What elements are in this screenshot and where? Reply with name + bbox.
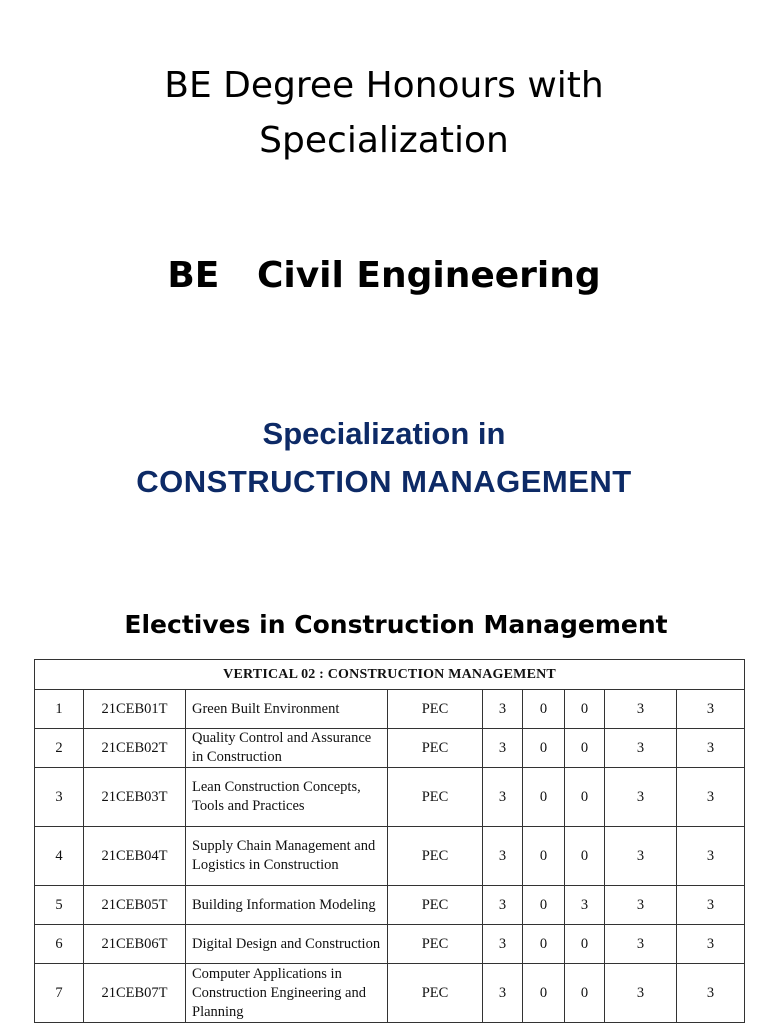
- tutorial-hours-cell: 0: [523, 925, 565, 964]
- contact-hours-cell: 3: [605, 886, 677, 925]
- serial-number-cell: 7: [35, 964, 84, 1023]
- course-title-cell: Green Built Environment: [186, 690, 388, 729]
- serial-number-cell: 2: [35, 729, 84, 768]
- lecture-hours-cell: 3: [483, 729, 523, 768]
- tutorial-hours-cell: 0: [523, 729, 565, 768]
- serial-number-cell: 5: [35, 886, 84, 925]
- lecture-hours-cell: 3: [483, 690, 523, 729]
- category-cell: PEC: [388, 768, 483, 827]
- credits-cell: 3: [677, 964, 745, 1023]
- title-line-2: Specialization: [259, 120, 509, 161]
- page-title: [0, 58, 768, 168]
- category-cell: PEC: [388, 964, 483, 1023]
- course-code-cell: 21CEB07T: [84, 964, 186, 1023]
- table-row: [35, 925, 745, 964]
- tutorial-hours-cell: 0: [523, 768, 565, 827]
- category-cell: PEC: [388, 925, 483, 964]
- table-row: [35, 827, 745, 886]
- serial-number-cell: 4: [35, 827, 84, 886]
- practical-hours-cell: 0: [565, 925, 605, 964]
- category-cell: PEC: [388, 827, 483, 886]
- specialization-heading: [0, 410, 768, 506]
- course-code-cell: 21CEB04T: [84, 827, 186, 886]
- credits-cell: 3: [677, 768, 745, 827]
- table-row: [35, 729, 745, 768]
- practical-hours-cell: 0: [565, 729, 605, 768]
- contact-hours-cell: 3: [605, 964, 677, 1023]
- category-cell: PEC: [388, 886, 483, 925]
- course-code-cell: 21CEB05T: [84, 886, 186, 925]
- table-row: [35, 768, 745, 827]
- credits-cell: 3: [677, 925, 745, 964]
- credits-cell: 3: [677, 827, 745, 886]
- contact-hours-cell: 3: [605, 690, 677, 729]
- electives-heading: Electives in Construction Management: [124, 610, 668, 639]
- course-code-cell: 21CEB03T: [84, 768, 186, 827]
- title-line-1: BE Degree Honours with: [164, 65, 604, 106]
- lecture-hours-cell: 3: [483, 827, 523, 886]
- credits-cell: 3: [677, 886, 745, 925]
- practical-hours-cell: 0: [565, 964, 605, 1023]
- practical-hours-cell: 3: [565, 886, 605, 925]
- lecture-hours-cell: 3: [483, 886, 523, 925]
- table-row: [35, 690, 745, 729]
- tutorial-hours-cell: 0: [523, 964, 565, 1023]
- table-row: [35, 964, 745, 1023]
- lecture-hours-cell: 3: [483, 925, 523, 964]
- course-title-cell: Digital Design and Construction: [186, 925, 388, 964]
- tutorial-hours-cell: 0: [523, 827, 565, 886]
- course-title-cell: Supply Chain Management and Logistics in Construction: [186, 827, 388, 886]
- tutorial-hours-cell: 0: [523, 886, 565, 925]
- credits-cell: 3: [677, 729, 745, 768]
- tutorial-hours-cell: 0: [523, 690, 565, 729]
- course-code-cell: 21CEB01T: [84, 690, 186, 729]
- vertical-title: VERTICAL 02 : CONSTRUCTION MANAGEMENT: [35, 660, 745, 690]
- serial-number-cell: 3: [35, 768, 84, 827]
- practical-hours-cell: 0: [565, 827, 605, 886]
- practical-hours-cell: 0: [565, 690, 605, 729]
- course-title-cell: Quality Control and Assurance in Construction: [186, 729, 388, 768]
- lecture-hours-cell: 3: [483, 964, 523, 1023]
- course-code-cell: 21CEB06T: [84, 925, 186, 964]
- contact-hours-cell: 3: [605, 827, 677, 886]
- contact-hours-cell: 3: [605, 729, 677, 768]
- serial-number-cell: 1: [35, 690, 84, 729]
- credits-cell: 3: [677, 690, 745, 729]
- serial-number-cell: 6: [35, 925, 84, 964]
- course-title-cell: Building Information Modeling: [186, 886, 388, 925]
- contact-hours-cell: 3: [605, 768, 677, 827]
- category-cell: PEC: [388, 729, 483, 768]
- contact-hours-cell: 3: [605, 925, 677, 964]
- category-cell: PEC: [388, 690, 483, 729]
- course-code-cell: 21CEB02T: [84, 729, 186, 768]
- course-table: [34, 659, 745, 1023]
- course-title-cell: Computer Applications in Construction Engineering and Planning: [186, 964, 388, 1023]
- program-title: BE Civil Engineering: [167, 255, 601, 296]
- specialization-line-1: Specialization in: [262, 416, 506, 451]
- practical-hours-cell: 0: [565, 768, 605, 827]
- table-header-row: [35, 660, 745, 690]
- specialization-line-2: CONSTRUCTION MANAGEMENT: [136, 464, 632, 499]
- course-title-cell: Lean Construction Concepts, Tools and Practices: [186, 768, 388, 827]
- table-body: [35, 660, 745, 1023]
- table-row: [35, 886, 745, 925]
- lecture-hours-cell: 3: [483, 768, 523, 827]
